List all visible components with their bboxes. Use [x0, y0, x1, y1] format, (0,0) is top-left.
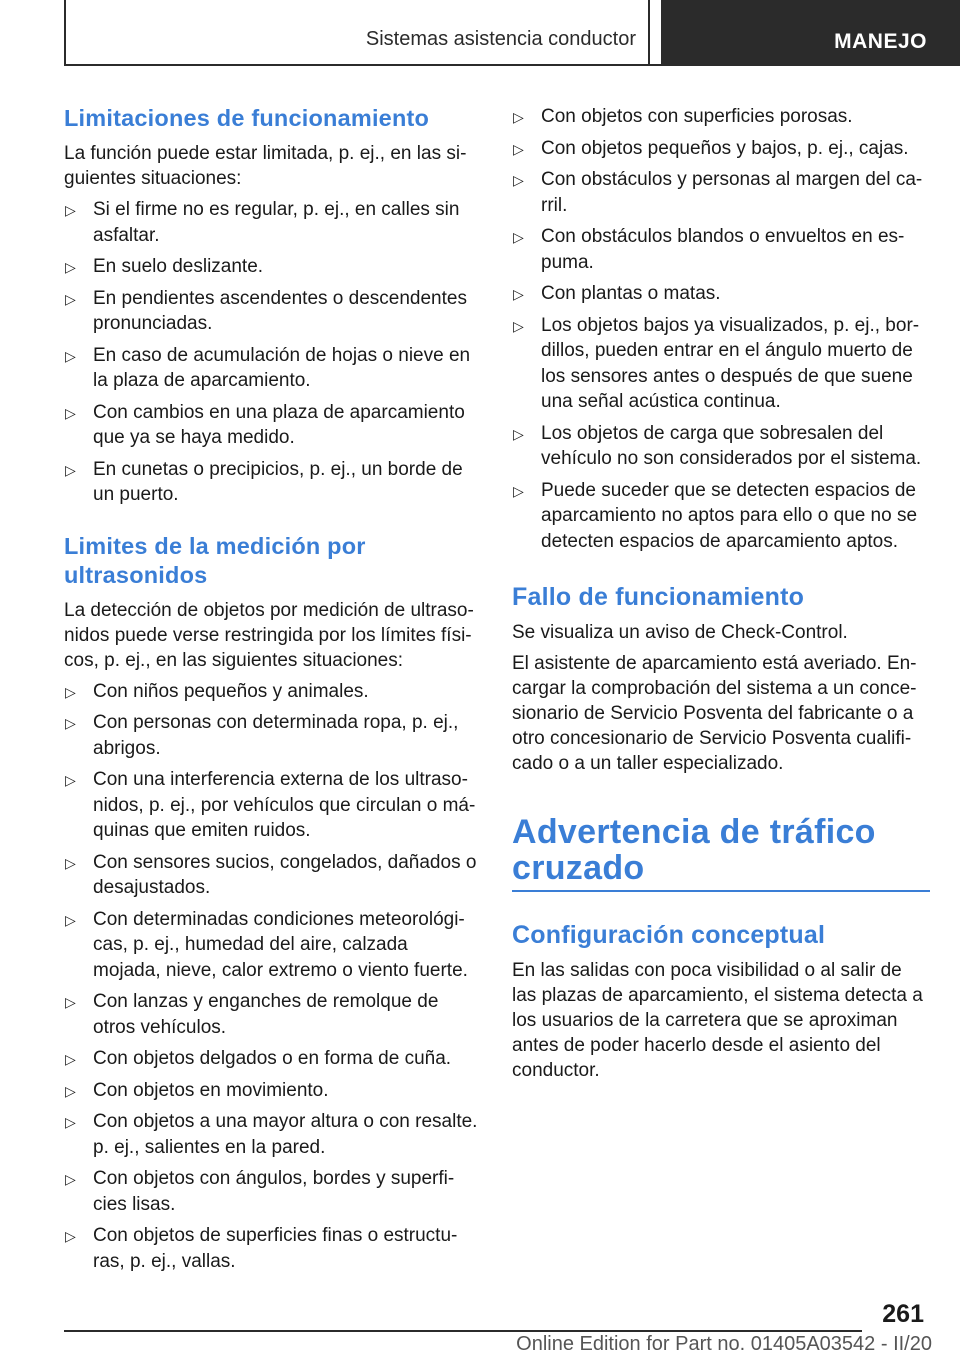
- list-item-text: En suelo deslizante.: [93, 256, 264, 277]
- list-item: [64, 254, 478, 280]
- list-item: [64, 1166, 478, 1217]
- list-item-text: Con objetos con ángulos, bordes y superfi-cies lisas.: [93, 1168, 455, 1215]
- page-header: [0, 0, 960, 66]
- triangle-bullet-icon: ▷: [65, 854, 76, 871]
- section-title-ultrasonidos: Limites de la medición por ultrasonidos: [64, 532, 366, 588]
- list-item: [512, 281, 930, 307]
- bullet-list-limitaciones: [64, 197, 478, 508]
- chapter-heading-block: [512, 814, 930, 892]
- header-left-rule: [64, 0, 66, 66]
- footer-rule: [64, 1330, 862, 1332]
- triangle-bullet-icon: ▷: [65, 461, 76, 478]
- list-item-text: Con objetos de superficies finas o estructu-ras, p. ej., vallas.: [93, 1225, 458, 1272]
- triangle-bullet-icon: ▷: [65, 404, 76, 421]
- list-item-text: Con objetos a una mayor altura o con resalte. p. ej., salientes en la pared.: [93, 1111, 478, 1158]
- list-item: [64, 457, 478, 508]
- list-item-text: Si el firme no es regular, p. ej., en calles sin asfaltar.: [93, 199, 460, 246]
- right-column: [512, 104, 930, 1089]
- list-item-text: Con cambios en una plaza de aparcamiento que ya se haya medido.: [93, 401, 465, 448]
- triangle-bullet-icon: ▷: [65, 259, 76, 275]
- section-title-configuracion: Configuración conceptual: [512, 921, 826, 949]
- triangle-bullet-icon: ▷: [513, 482, 524, 499]
- header-bottom-rule: [64, 64, 664, 66]
- list-item: [512, 224, 930, 275]
- list-item: [512, 313, 930, 415]
- section-title-limitaciones: Limitaciones de funcionamiento: [64, 105, 430, 131]
- bullet-list-ultrasonidos-continued: [512, 104, 930, 554]
- list-item: [64, 679, 478, 705]
- section-limites-ultrasonidos: [64, 532, 478, 1275]
- list-item-text: Con lanzas y enganches de remolque de otros vehículos.: [93, 991, 439, 1038]
- list-item-text: Puede suceder que se detecten espacios de aparcamiento no aptos para ello o que no se detecten espacios de aparcamiento aptos.: [541, 479, 918, 552]
- list-item-text: Con plantas o matas.: [541, 283, 721, 304]
- triangle-bullet-icon: ▷: [65, 1082, 76, 1099]
- footer-edition-text: Online Edition for Part no. 01405A03542 - II/20: [516, 1333, 932, 1355]
- list-item-text: Con personas con determinada ropa, p. ej., abrigos.: [93, 712, 459, 759]
- section-configuracion: [512, 920, 930, 1083]
- list-item: [64, 710, 478, 761]
- list-item: [64, 907, 478, 984]
- list-item-text: Con niños pequeños y animales.: [93, 680, 369, 702]
- triangle-bullet-icon: ▷: [65, 347, 76, 364]
- header-chapter-label: MANEJO: [834, 30, 927, 53]
- triangle-bullet-icon: ▷: [513, 172, 524, 188]
- triangle-bullet-icon: ▷: [65, 715, 76, 731]
- list-item-text: Con objetos con superficies porosas.: [541, 106, 853, 127]
- list-item-text: Con una interferencia externa de los ultraso-nidos, p. ej., por vehículos que circulan o má-quinas que emiten ruidos.: [93, 769, 476, 841]
- list-item: [64, 1046, 478, 1072]
- bullet-list-ultrasonidos: [64, 679, 478, 1275]
- list-item: [64, 767, 478, 844]
- section-limitaciones: [64, 104, 478, 508]
- triangle-bullet-icon: ▷: [513, 425, 524, 442]
- triangle-bullet-icon: ▷: [65, 290, 76, 307]
- list-item: [64, 850, 478, 901]
- triangle-bullet-icon: ▷: [513, 317, 524, 334]
- triangle-bullet-icon: ▷: [513, 140, 524, 157]
- triangle-bullet-icon: ▷: [65, 1051, 76, 1067]
- triangle-bullet-icon: ▷: [65, 994, 76, 1010]
- list-item-text: Con determinadas condiciones meteorológi-cas, p. ej., humedad del aire, calzada mojada, nieve, calor extremo o viento fuerte.: [93, 908, 468, 981]
- triangle-bullet-icon: ▷: [65, 1171, 76, 1187]
- section-intro-limitaciones: La función puede estar limitada, p. ej., en las si-guientes situaciones:: [64, 143, 467, 189]
- list-item-text: Con obstáculos y personas al margen del ca-rril.: [541, 169, 923, 216]
- list-item-text: Con objetos delgados o en forma de cuña.: [93, 1048, 452, 1069]
- triangle-bullet-icon: ▷: [513, 109, 524, 125]
- list-item: [64, 343, 478, 394]
- triangle-bullet-icon: ▷: [513, 286, 524, 302]
- list-item-text: Los objetos de carga que sobresalen del vehículo no son considerados por el sistema.: [541, 422, 922, 469]
- page-number: 261: [882, 1300, 924, 1328]
- list-item: [512, 104, 930, 130]
- left-column: [64, 104, 478, 1294]
- list-item: [64, 1078, 478, 1104]
- fallo-paragraph-1: Se visualiza un aviso de Check-Control.: [512, 622, 848, 643]
- triangle-bullet-icon: ▷: [65, 911, 76, 928]
- list-item-text: Con sensores sucios, congelados, dañados o desajustados.: [93, 851, 477, 898]
- list-item-text: Con objetos en movimiento.: [93, 1079, 329, 1101]
- configuracion-paragraph: En las salidas con poca visibilidad o al salir de las plazas de aparcamiento, el sistema detecta a los usuarios de la carretera que se aproximan antes de poder hacerlo desde el asiento del conductor.: [512, 960, 923, 1081]
- list-item: [512, 478, 930, 555]
- list-item: [512, 421, 930, 472]
- triangle-bullet-icon: ▷: [65, 1228, 76, 1244]
- triangle-bullet-icon: ▷: [65, 683, 76, 700]
- fallo-paragraph-2: El asistente de aparcamiento está averiado. En-cargar la comprobación del sistema a un conce-sionario de Servicio Posventa del fabricante o a otro concesionario de Servicio Posventa cualifi-cado o a un taller especializado.: [512, 653, 917, 774]
- list-item-text: En cunetas o precipicios, p. ej., un borde de un puerto.: [93, 458, 463, 505]
- list-item-text: Con obstáculos blandos o envueltos en es-puma.: [541, 226, 905, 273]
- chapter-title: Advertencia de tráfico cruzado: [512, 813, 876, 887]
- triangle-bullet-icon: ▷: [513, 229, 524, 245]
- section-fallo: [512, 582, 930, 776]
- list-item: [64, 400, 478, 451]
- list-item: [64, 286, 478, 337]
- list-item-text: Los objetos bajos ya visualizados, p. ej., bor-dillos, pueden entrar en el ángulo muerto de los sensores antes o después de que suene una señal acústica continua.: [541, 314, 920, 412]
- list-item: [512, 167, 930, 218]
- list-item: [64, 1223, 478, 1274]
- section-title-fallo: Fallo de funcionamiento: [512, 583, 805, 611]
- triangle-bullet-icon: ▷: [65, 1114, 76, 1130]
- header-section-title: Sistemas asistencia conductor: [365, 28, 636, 50]
- section-intro-ultrasonidos: La detección de objetos por medición de ultraso-nidos puede verse restringida por los límites físi-cos, p. ej., en las siguientes situaciones:: [64, 599, 474, 671]
- triangle-bullet-icon: ▷: [65, 772, 76, 788]
- list-item: [64, 989, 478, 1040]
- list-item-text: Con objetos pequeños y bajos, p. ej., cajas.: [541, 137, 909, 159]
- list-item-text: En pendientes ascendentes o descendentes pronunciadas.: [93, 287, 467, 334]
- triangle-bullet-icon: ▷: [65, 202, 76, 218]
- list-item-text: En caso de acumulación de hojas o nieve en la plaza de aparcamiento.: [93, 344, 471, 391]
- list-item: [512, 136, 930, 162]
- header-divider: [648, 0, 650, 66]
- header-chapter-tab: [661, 0, 960, 66]
- list-item: [64, 1109, 478, 1160]
- list-item: [64, 197, 478, 248]
